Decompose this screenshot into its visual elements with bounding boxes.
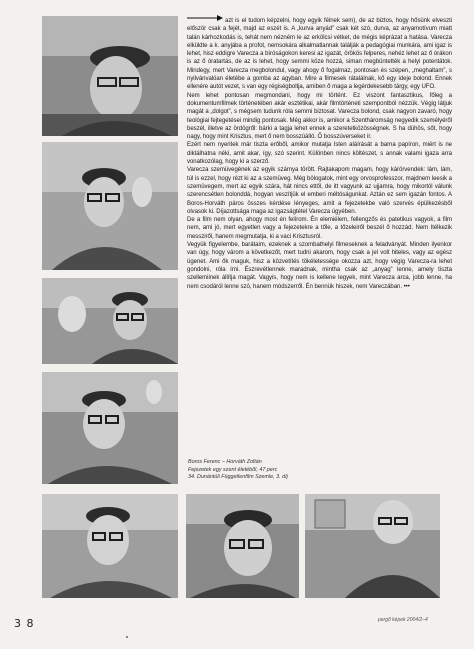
- photo-man-gesturing: [42, 278, 178, 364]
- article-paragraph: De a film nem olyan, ahogy most én felírom. Én elemiélem, fellengzős és patetikus vagyok, a film nem, ami jó, mert egyetlen vagy a fejezetekre a tőle, a tőzeleiről beszél ő hozzád. Nem Itélkezik messziről, hanem megmutatja, ki a vaci Krisztusról.: [187, 217, 452, 240]
- article-paragraph: Nem lehet pontosan megmondani, hogy mi történt. Ez viszont fantasztikus, főleg a dokumentumfilmek történetében akár esztétikai, akár filmtörténeti szempontból nézzük. Végig látjuk magát a „dolgot”, s mégsem tudunk róla semmi biztosat. Varecza bolond, csak nagyon zavaró, hogy teológiai fejtegetései mindig pontosak. Még akkor is, amikor a Szentháromság negyedik személyéről beszél, illetve az ördögről: bárki a tagja lehet ennek a szeretetközösségnek. S ha dühös, sőt, hogy nagy, hogy mint Krisztus, mert ő nem bosszúálló. Ő bosszúverseket ír.: [187, 92, 452, 141]
- photo-man-with-cap-2: [42, 142, 178, 270]
- journal-name: pergő képek 2004/2–4: [378, 617, 428, 623]
- article-body: [187, 16, 452, 291]
- page-dot: [126, 636, 128, 638]
- credit-award: 34. Dunántúli Függetlenfilm Szemle, 3. díj: [188, 474, 288, 480]
- article-paragraph: Varecza szemüvegének az egyik szárnya törött. Rajtakapom magam, hogy kárörvendek: lám, lám, túl is ezzel, hogy rézt ki az a szemüveg. Még bölogatok, mint egy orvosprofesszor, majdnem leesik a szemüvegem, mert az egyik szára, hát nincs ettől, de itt vagyunk az ujjamra, hogy mikortól válunk szerencsétlen bolonddá, hogyan veszítjük el emberi méltóságunkat. Aztán ez sem igazán fontos. A Boros-Horváth páros összes kérdése lényeges, amit a fejezetekbe való szervés épülkezésből olvasok ki. Díjazottsága maga az igazságtétel Varecza úgyében.: [187, 167, 452, 215]
- photo-bottom-2: [186, 494, 299, 598]
- credit-title: Fejezetek egy szent életéből, 47 perc: [188, 466, 278, 473]
- arrow-icon: [187, 15, 225, 24]
- article-paragraph: Ezért nem nyeritek már tiszta erőből, amikor mutatja Isten aláírását a barna papíron, miért is ne diktálhatna néki, amit akar, így, szó szerint. Különben nincs költészet, s annak valami igaza arra vonatkozólag, hogy ki a szerző.: [187, 142, 452, 166]
- photo-man-with-cap-1: [42, 16, 178, 136]
- end-mark: •••: [403, 283, 410, 290]
- page-number: 3 8: [14, 617, 35, 630]
- article-paragraph: Vegyük figyelembe, barátaim, ezeknek a szombathelyi filmeseknek a feladványát. Minden ilyenkor van úgy, hogy várom a következőt, mert tudni akarom, hogy csak a jel volt hiteles, vagy az egész ügenet. Ami ők maguk, hisz a közvetítés tökéletessége okozza azt, hogy végig Varecza-ra lehet gondolni, róla írni. Észrevétlennek maradnak, mintha csak az „anyag” lenne, amely tiszta szellemiinek állítja magát. Vagyis, hogy nem is kellene legyek, mint Varecza arca, jobb lenne, ha nem csodáról lenne szó, hanem módszerről. Én bennük hiszek, nem Vareczában. •••: [187, 242, 452, 290]
- article-paragraph: azt is el tudom képzelni, hogy egyik félnek sem), de az biztos, hogy hősünk elveszti először csak a fejét, majd az eszét is. A „kurva anyád” csak két szó, durva, az anyamotívum miatt talán kárhozkodás is, tehát nem nézném le az erkölcsi vétket, de mégis képrázat a hatása. Varecza elküldte a k. anyjába a profot, nemsokára alkalmatlannak találják a pedagógiai munkára, ami igaz is lehet, hisz eddigre Varecza a bíróságokon keresi az igazát, örökös felperes, nehéz lehet az ő órákon is az ő óratartás, de az is lehet, hogy semmi köze hozzá, siman megbüntették a helyi potentátok. Mindegy, mert Varecza megbolondul, vagy ahogy ő fogalmaz, pontosan és szépen, „meghaltam”, s nyilvánvalóan életébe a gomba az agyban. Mire a filmesek rátalálnak, kő egy ideje bolond. Ennek ellenére autót vezet, s van egy régiségboltja, amiben ő maga a legérdekesebb tárgy, egy UFO.: [187, 16, 452, 92]
- photo-bottom-3: [305, 494, 440, 598]
- credit-directors: Boros Ferenc – Horváth Zoltán: [188, 459, 262, 465]
- film-credits: [188, 459, 388, 482]
- photo-bottom-1: [42, 494, 178, 598]
- photo-man-pointing: [42, 372, 178, 484]
